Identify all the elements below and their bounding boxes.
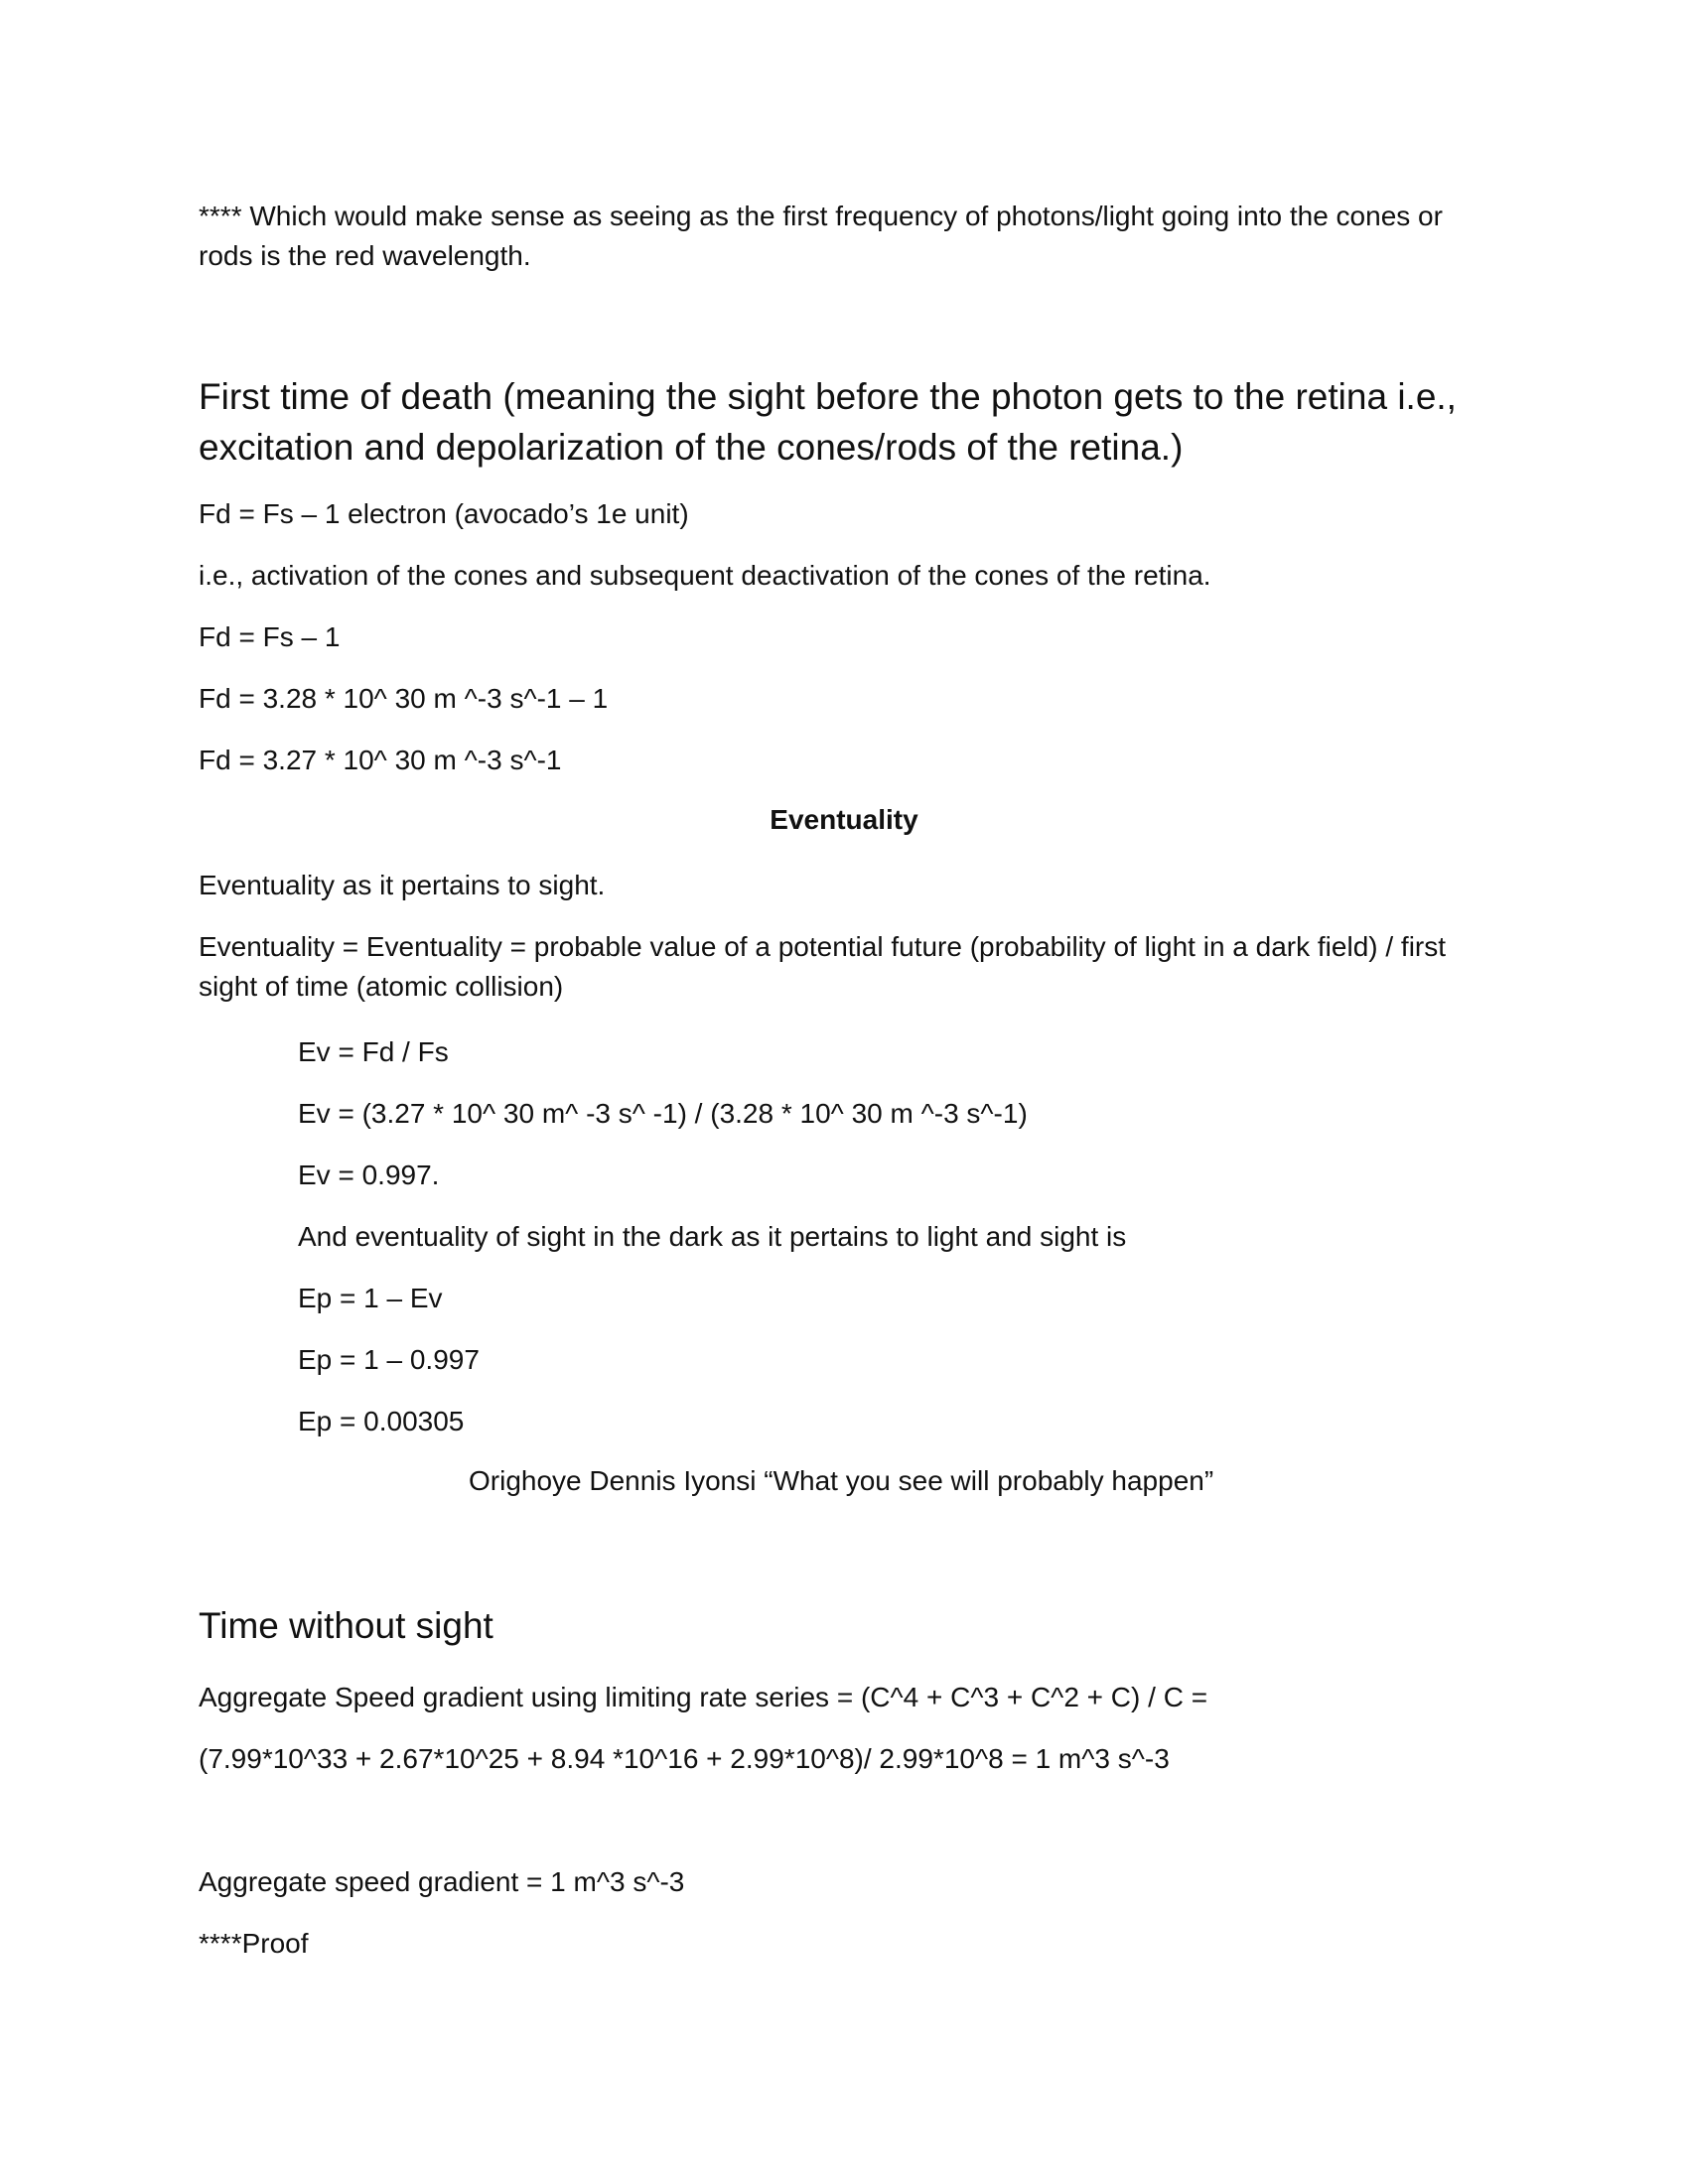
section-heading-time-without-sight: Time without sight [199,1605,493,1646]
eventuality-definition: Eventuality = Eventuality = probable value of a potential future (probability of light in a dark field) / first sight of time (atomic collision) [199,931,1447,1002]
section-heading-first-time-of-death: First time of death (meaning the sight before the photon gets to the retina i.e., excitation and depolarization of the cones/rods of the retina.) [199,376,1457,468]
equation-fd-result: Fd = 3.27 * 10^ 30 m ^-3 s^-1 [199,745,562,775]
intro-note: **** Which would make sense as seeing as the first frequency of photons/light going into the cones or rods is the red wavelength. [199,201,1443,271]
equation-ep-result: Ep = 0.00305 [298,1406,465,1436]
explanation-activation-cones: i.e., activation of the cones and subsequent deactivation of the cones of the retina. [199,560,1211,591]
equation-ev-ratio: Ev = Fd / Fs [298,1036,449,1067]
aggregate-speed-gradient-calculation: (7.99*10^33 + 2.67*10^25 + 8.94 *10^16 + 2.99*10^8)/ 2.99*10^8 = 1 m^3 s^-3 [199,1743,1170,1774]
equation-ep-values: Ep = 1 – 0.997 [298,1344,480,1375]
proof-label: ****Proof [199,1928,309,1959]
equation-fd-fs-electron: Fd = Fs – 1 electron (avocado’s 1e unit) [199,498,689,529]
equation-fd-fs-minus-one: Fd = Fs – 1 [199,621,341,652]
eventuality-intro: Eventuality as it pertains to sight. [199,870,606,900]
equation-fd-value-minus-one: Fd = 3.28 * 10^ 30 m ^-3 s^-1 – 1 [199,683,609,714]
equation-ev-result: Ev = 0.997. [298,1160,440,1190]
aggregate-speed-gradient-series: Aggregate Speed gradient using limiting rate series = (C^4 + C^3 + C^2 + C) / C = [199,1682,1208,1712]
eventuality-title: Eventuality [770,804,918,835]
equation-ep-formula: Ep = 1 – Ev [298,1283,443,1313]
eventuality-dark-text: And eventuality of sight in the dark as it pertains to light and sight is [298,1221,1127,1252]
author-quote: Orighoye Dennis Iyonsi “What you see will probably happen” [469,1465,1214,1496]
equation-ev-values: Ev = (3.27 * 10^ 30 m^ -3 s^ -1) / (3.28 * 10^ 30 m ^-3 s^-1) [298,1098,1028,1129]
aggregate-speed-gradient-result: Aggregate speed gradient = 1 m^3 s^-3 [199,1866,685,1897]
